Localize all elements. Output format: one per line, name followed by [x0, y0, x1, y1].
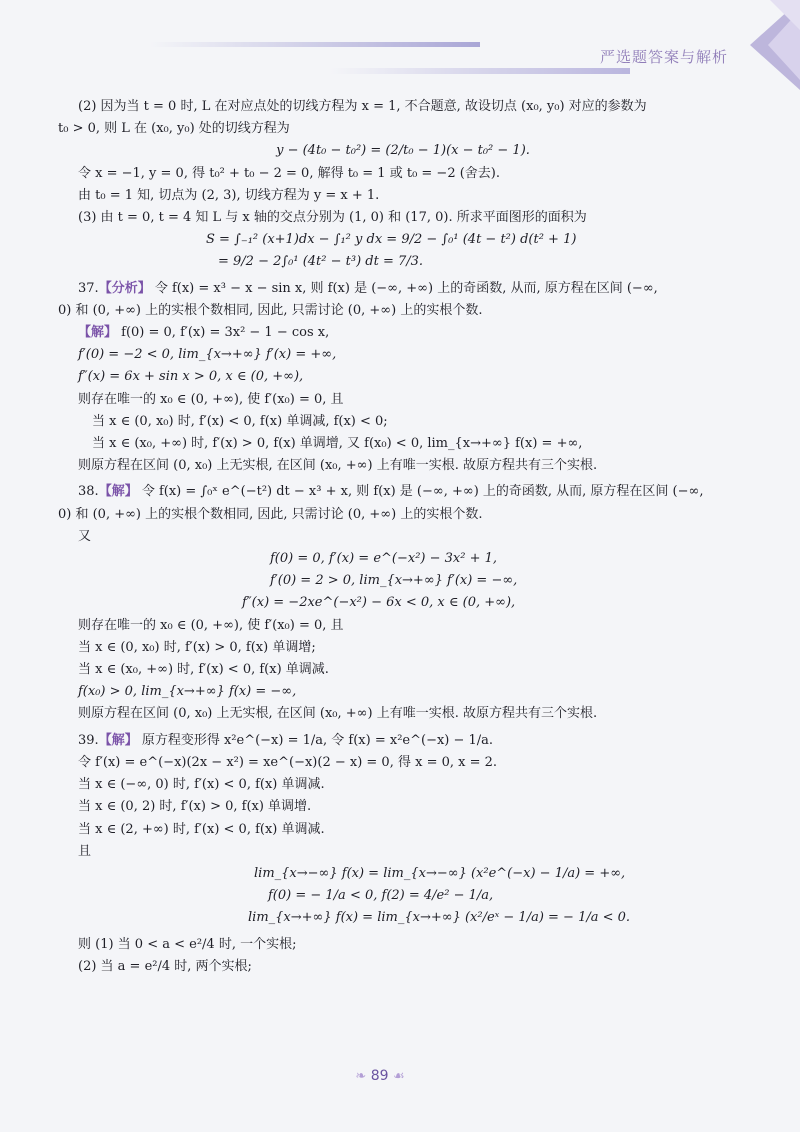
- text-line: (3) 由 t = 0, t = 4 知 L 与 x 轴的交点分别为 (1, 0) 和 (17, 0). 所求平面图形的面积为: [78, 210, 587, 226]
- solution-text: [58, 96, 748, 978]
- formula-line: lim_{x→+∞} f(x) = lim_{x→+∞} (x²/eˣ − 1/a) = − 1/a < 0.: [248, 910, 631, 926]
- section-tag: 【分析】: [98, 280, 151, 296]
- formula-line: y − (4t₀ − t₀²) = (2/t₀ − 1)(x − t₀² − 1).: [276, 143, 530, 159]
- formula-line: f″(x) = −2xe^(−x²) − 6x < 0, x ∈ (0, +∞),: [242, 595, 516, 611]
- text-line: 则原方程在区间 (0, x₀) 上无实根, 在区间 (x₀, +∞) 上有唯一实根. 故原方程共有三个实根.: [78, 706, 598, 722]
- problem-37-heading: 37.【分析】 令 f(x) = x³ − x − sin x, 则 f(x) 是 (−∞, +∞) 上的奇函数, 从而, 原方程在区间 (−∞,: [78, 280, 658, 296]
- text-line: 则原方程在区间 (0, x₀) 上无实根, 在区间 (x₀, +∞) 上有唯一实根. 故原方程共有三个实根.: [78, 458, 598, 474]
- formula-line: = 9/2 − 2∫₀¹ (4t² − t³) dt = 7/3.: [218, 254, 424, 270]
- formula-line: f′(0) = 2 > 0, lim_{x→+∞} f′(x) = −∞,: [270, 573, 518, 589]
- page-number-text: 89: [370, 1068, 389, 1084]
- text-line: 则 (1) 当 0 < a < e²/4 时, 一个实根;: [78, 936, 297, 952]
- text-line: 且: [78, 843, 92, 859]
- text-line: 令 f′(x) = e^(−x)(2x − x²) = xe^(−x)(2 − x) = 0, 得 x = 0, x = 2.: [78, 754, 498, 770]
- page-number: [340, 1068, 420, 1084]
- header-decor-bar-top: [150, 42, 480, 47]
- page-ornament-right-icon: ☙: [392, 1069, 405, 1084]
- text-line: 当 x ∈ (x₀, +∞) 时, f′(x) > 0, f(x) 单调增, 又 f(x₀) < 0, lim_{x→+∞} f(x) = +∞,: [92, 436, 583, 452]
- formula-line: f″(x) = 6x + sin x > 0, x ∈ (0, +∞),: [78, 369, 304, 385]
- text-line: 当 x ∈ (0, 2) 时, f′(x) > 0, f(x) 单调增.: [78, 799, 312, 815]
- page-corner-icon: [740, 0, 800, 90]
- text-line: 当 x ∈ (x₀, +∞) 时, f′(x) < 0, f(x) 单调减.: [78, 662, 329, 678]
- text-line: 由 t₀ = 1 知, 切点为 (2, 3), 切线方程为 y = x + 1.: [78, 187, 380, 203]
- formula-line: lim_{x→−∞} f(x) = lim_{x→−∞} (x²e^(−x) − 1/a) = +∞,: [254, 865, 626, 881]
- problem-38-heading: 38.【解】 令 f(x) = ∫₀ˣ e^(−t²) dt − x³ + x, 则 f(x) 是 (−∞, +∞) 上的奇函数, 从而, 原方程在区间 (−∞,: [78, 484, 704, 500]
- formula-line: f(0) = − 1/a < 0, f(2) = 4/e² − 1/a,: [268, 888, 494, 904]
- text-line: 又: [78, 528, 92, 544]
- section-tag: 【解】: [98, 484, 138, 500]
- formula-line: f′(0) = −2 < 0, lim_{x→+∞} f′(x) = +∞,: [78, 347, 337, 363]
- text-line: 则存在唯一的 x₀ ∈ (0, +∞), 使 f′(x₀) = 0, 且: [78, 617, 344, 633]
- page-header: [0, 0, 800, 80]
- section-tag: 【解】: [78, 325, 118, 341]
- text-line: 当 x ∈ (2, +∞) 时, f′(x) < 0, f(x) 单调减.: [78, 821, 325, 837]
- solution-label-line: 【解】 f(0) = 0, f′(x) = 3x² − 1 − cos x,: [78, 325, 330, 341]
- header-decor-bar-bottom: [330, 68, 630, 74]
- text-line: 0) 和 (0, +∞) 上的实根个数相同, 因此, 只需讨论 (0, +∞) 上的实根个数.: [58, 302, 483, 318]
- formula-line: f(0) = 0, f′(x) = e^(−x²) − 3x² + 1,: [270, 551, 498, 567]
- formula-line: f(x₀) > 0, lim_{x→+∞} f(x) = −∞,: [78, 684, 297, 700]
- text-line: 当 x ∈ (0, x₀) 时, f′(x) > 0, f(x) 单调增;: [78, 639, 316, 655]
- text-line: 0) 和 (0, +∞) 上的实根个数相同, 因此, 只需讨论 (0, +∞) 上的实根个数.: [58, 506, 483, 522]
- text-line: 则存在唯一的 x₀ ∈ (0, +∞), 使 f′(x₀) = 0, 且: [78, 391, 344, 407]
- text-line: 当 x ∈ (0, x₀) 时, f′(x) < 0, f(x) 单调减, f(x) < 0;: [92, 413, 388, 429]
- text-line: 令 x = −1, y = 0, 得 t₀² + t₀ − 2 = 0, 解得 t₀ = 1 或 t₀ = −2 (舍去).: [78, 165, 501, 181]
- running-header-title: 严选题答案与解析: [599, 48, 728, 66]
- text-line: (2) 当 a = e²/4 时, 两个实根;: [78, 958, 252, 974]
- text-line: 当 x ∈ (−∞, 0) 时, f′(x) < 0, f(x) 单调减.: [78, 777, 325, 793]
- formula-line: S = ∫₋₁² (x+1)dx − ∫₁² y dx = 9/2 − ∫₀¹ (4t − t²) d(t² + 1): [206, 232, 577, 248]
- section-tag: 【解】: [98, 732, 138, 748]
- text-line: t₀ > 0, 则 L 在 (x₀, y₀) 处的切线方程为: [58, 121, 290, 137]
- problem-39-heading: 39.【解】 原方程变形得 x²e^(−x) = 1/a, 令 f(x) = x²e^(−x) − 1/a.: [78, 732, 494, 748]
- text-line: (2) 因为当 t = 0 时, L 在对应点处的切线方程为 x = 1, 不合题意, 故设切点 (x₀, y₀) 对应的参数为: [78, 99, 647, 114]
- page-ornament-left-icon: ❧: [355, 1069, 367, 1084]
